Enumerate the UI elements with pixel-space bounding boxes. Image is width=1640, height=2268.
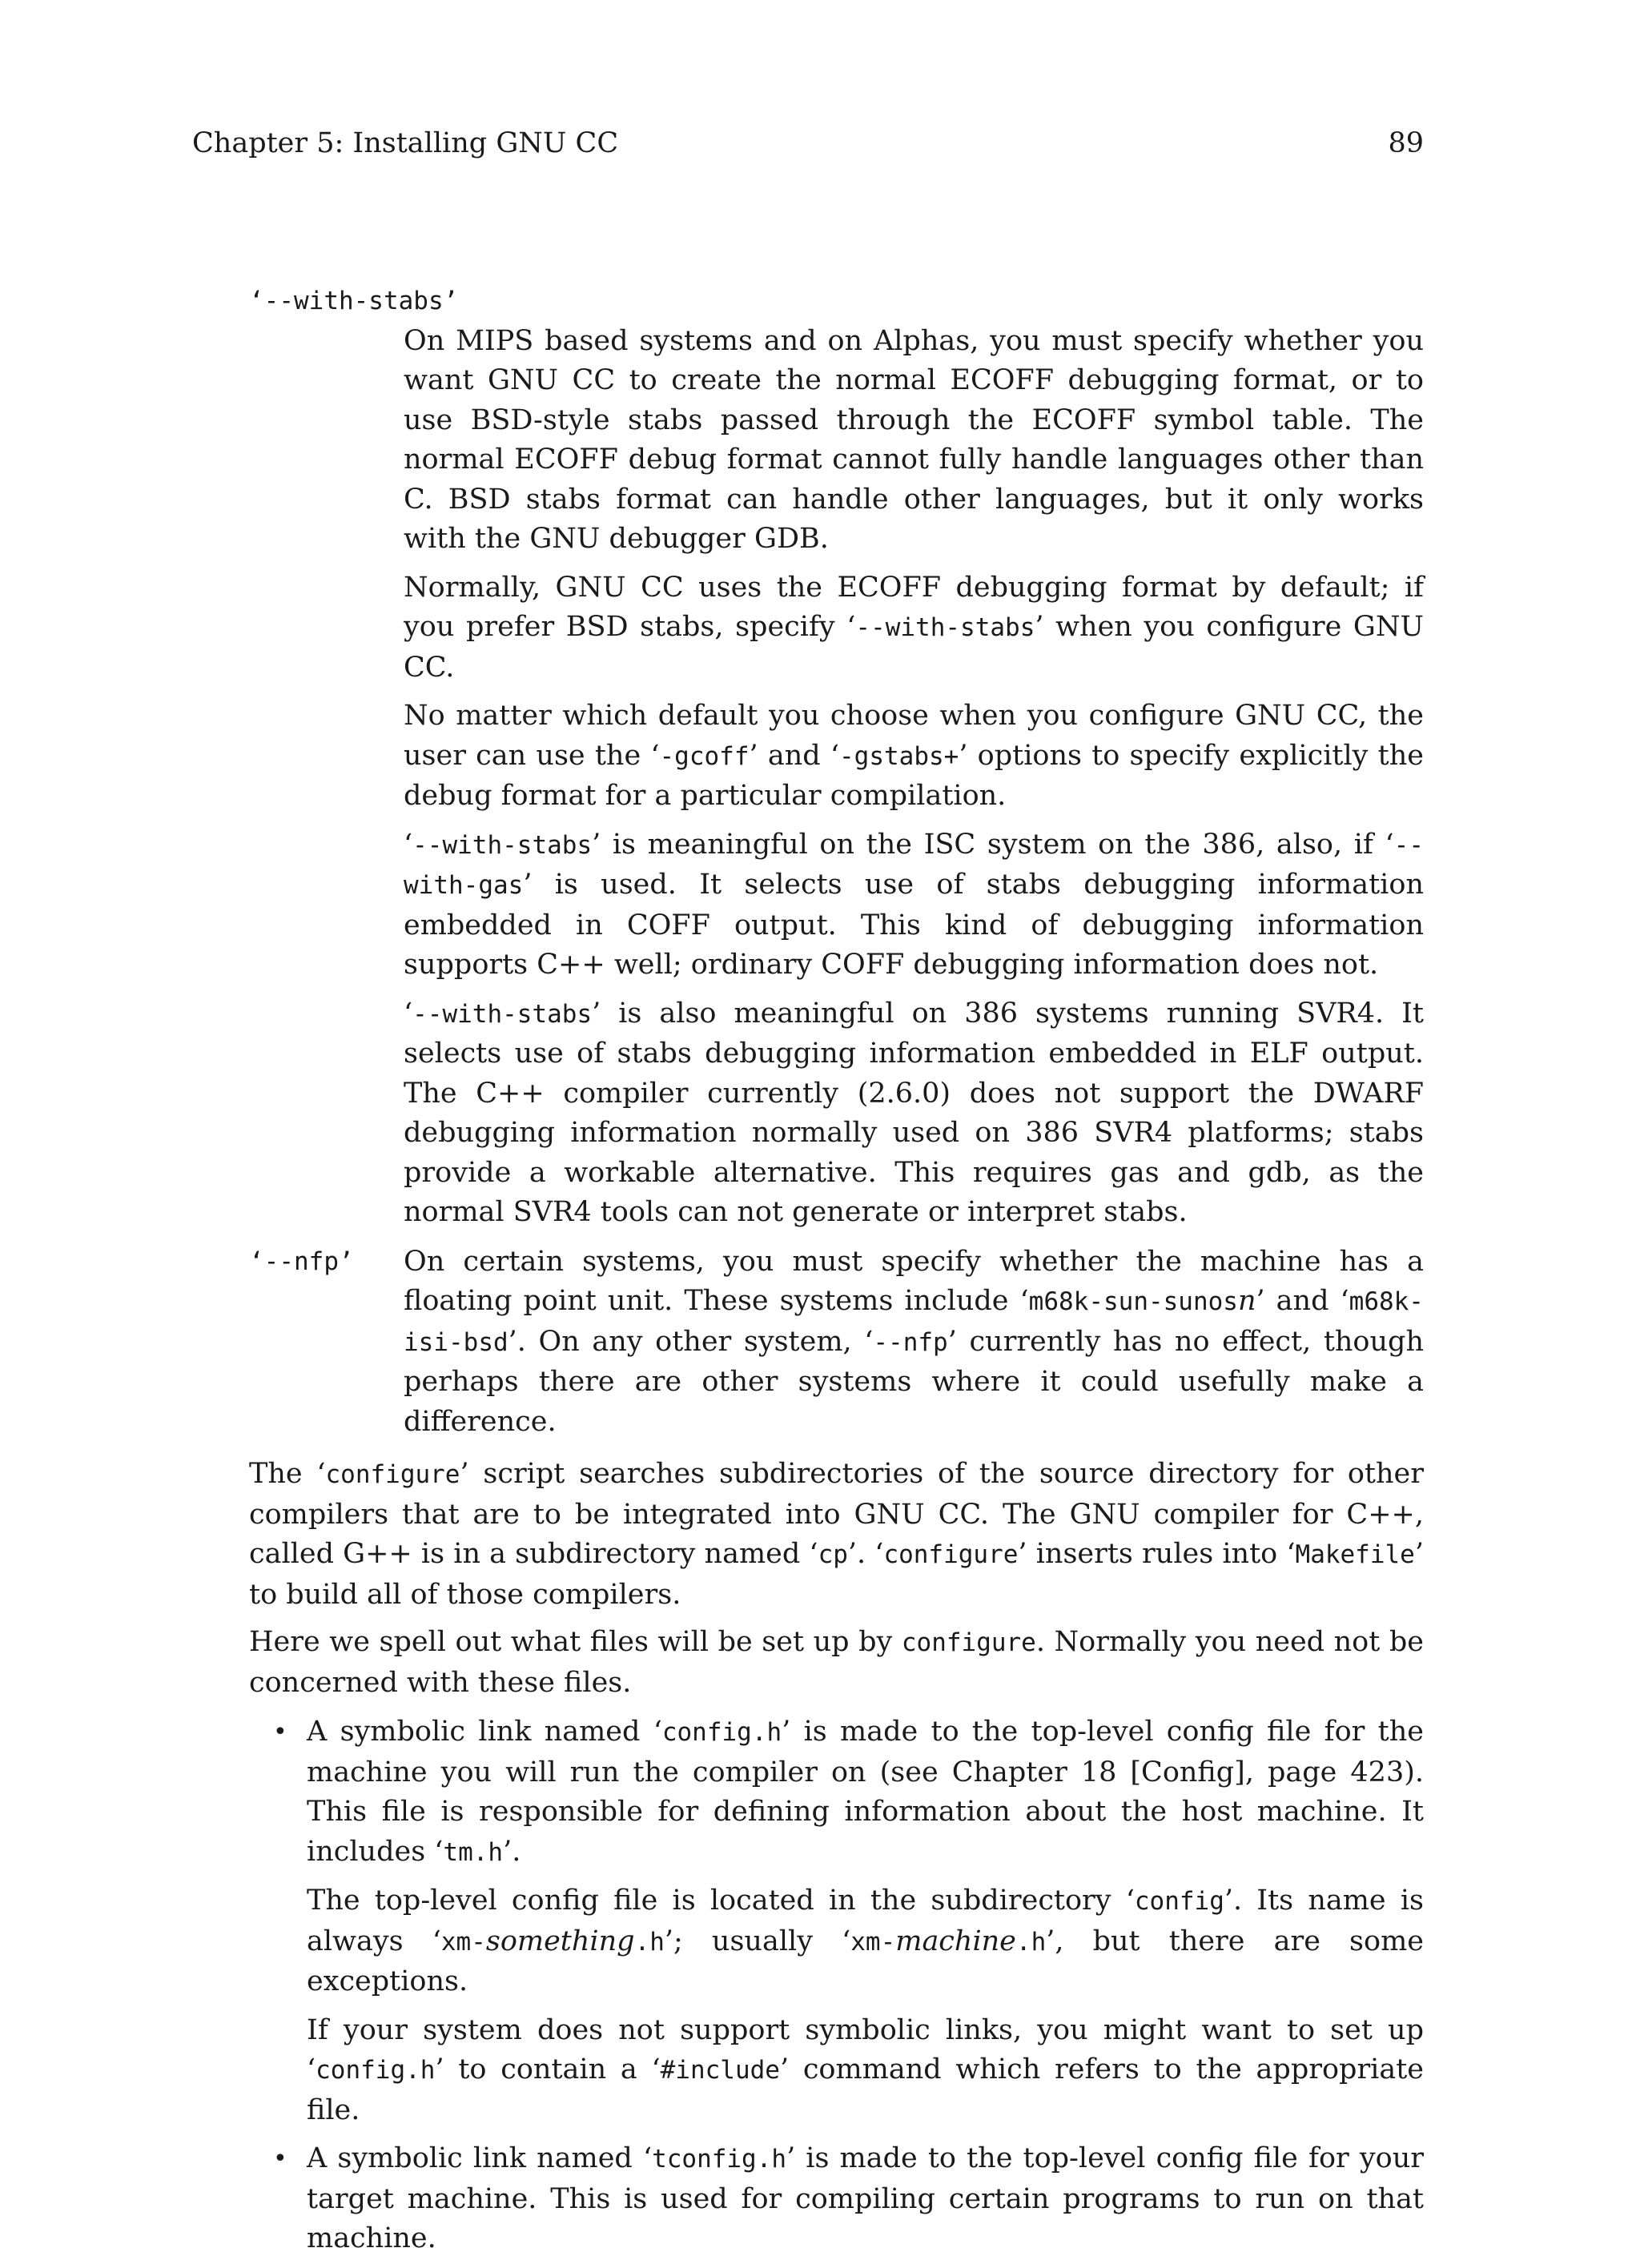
paragraph-configure: The ‘configure’ script searches subdirectories of the source directory for other compilers that are to be integrated into GNU CC. The GNU compiler for C++, called G++ is in a subdirectory named ‘cp’. ‘configure’ inserts rules into ‘Makefile’ to build all of those compilers.: [249, 1458, 1424, 1611]
definition-term: ‘--with-stabs’: [249, 287, 459, 315]
paragraph: The top-level config file is located in the subdirectory ‘config’. Its name is always ‘xm-something.h’; usually ‘xm-machine.h’, but there are some exceptions.: [307, 1885, 1424, 1997]
definition-nfp: [249, 1242, 1424, 1443]
list-item: [249, 2139, 1424, 2259]
paragraph: ‘--with-stabs’ is meaningful on the ISC system on the 386, also, if ‘--with-gas’ is used. It selects use of stabs debugging information embedded in COFF output. This kind of debugging information supports C++ well; ordinary COFF debugging information does not.: [404, 828, 1424, 981]
definition-body: [404, 1242, 1424, 1443]
bullet-icon: •: [273, 2145, 287, 2173]
paragraph: ‘--with-stabs’ is also meaningful on 386 systems running SVR4. It selects use of stabs debugging information embedded in ELF output. The C++ compiler currently (2.6.0) does not support the DWARF debugging information normally used on 386 SVR4 platforms; stabs provide a workable alternative. This requires gas and gdb, as the normal SVR4 tools can not generate or interpret stabs.: [404, 997, 1424, 1228]
page-number: 89: [1388, 127, 1424, 159]
paragraph: No matter which default you choose when you configure GNU CC, the user can use the ‘-gcoff’ and ‘-gstabs+’ options to specify explicitly the debug format for a particular compilation.: [404, 700, 1424, 812]
bullet-list: [249, 1712, 1424, 2259]
chapter-title: Chapter 5: Installing GNU CC: [192, 127, 619, 159]
list-item: [249, 1712, 1424, 2130]
paragraph: Normally, GNU CC uses the ECOFF debugging format by default; if you prefer BSD stabs, specify ‘--with-stabs’ when you configure GNU CC.: [404, 571, 1424, 684]
paragraph: On certain systems, you must specify whether the machine has a floating point unit. These systems include ‘m68k-sun-sunosn’ and ‘m68k-isi-bsd’. On any other system, ‘--nfp’ currently has no effect, though perhaps there are other systems where it could usefully make a difference.: [404, 1245, 1424, 1438]
definition-body: [404, 322, 1424, 1233]
paragraph-files: Here we spell out what files will be set up by configure. Normally you need not be concerned with these files.: [249, 1626, 1425, 1699]
bullet-icon: •: [273, 1718, 287, 1746]
paragraph: If your system does not support symbolic links, you might want to set up ‘config.h’ to contain a ‘#include’ command which refers to the appropriate file.: [307, 2013, 1425, 2126]
definition-with-stabs: [249, 282, 1424, 1233]
paragraph: A symbolic link named ‘config.h’ is made to the top-level config file for the machine you will run the compiler on (see Chapter 18 [Config], page 423). This file is responsible for defining information about the host machine. It includes ‘tm.h’.: [307, 1716, 1424, 1868]
paragraph: A symbolic link named ‘tconfig.h’ is made to the top-level config file for your target machine. This is used for compiling certain programs to run on that machine.: [307, 2142, 1424, 2254]
paragraph: On MIPS based systems and on Alphas, you must specify whether you want GNU CC to create the normal ECOFF debugging format, or to use BSD-style stabs passed through the ECOFF symbol table. The normal ECOFF debug format cannot fully handle languages other than C. BSD stabs format can handle other languages, but it only works with the GNU debugger GDB.: [404, 324, 1424, 555]
definition-term: ‘--nfp’: [249, 1246, 354, 1276]
page-content: [249, 282, 1424, 2268]
